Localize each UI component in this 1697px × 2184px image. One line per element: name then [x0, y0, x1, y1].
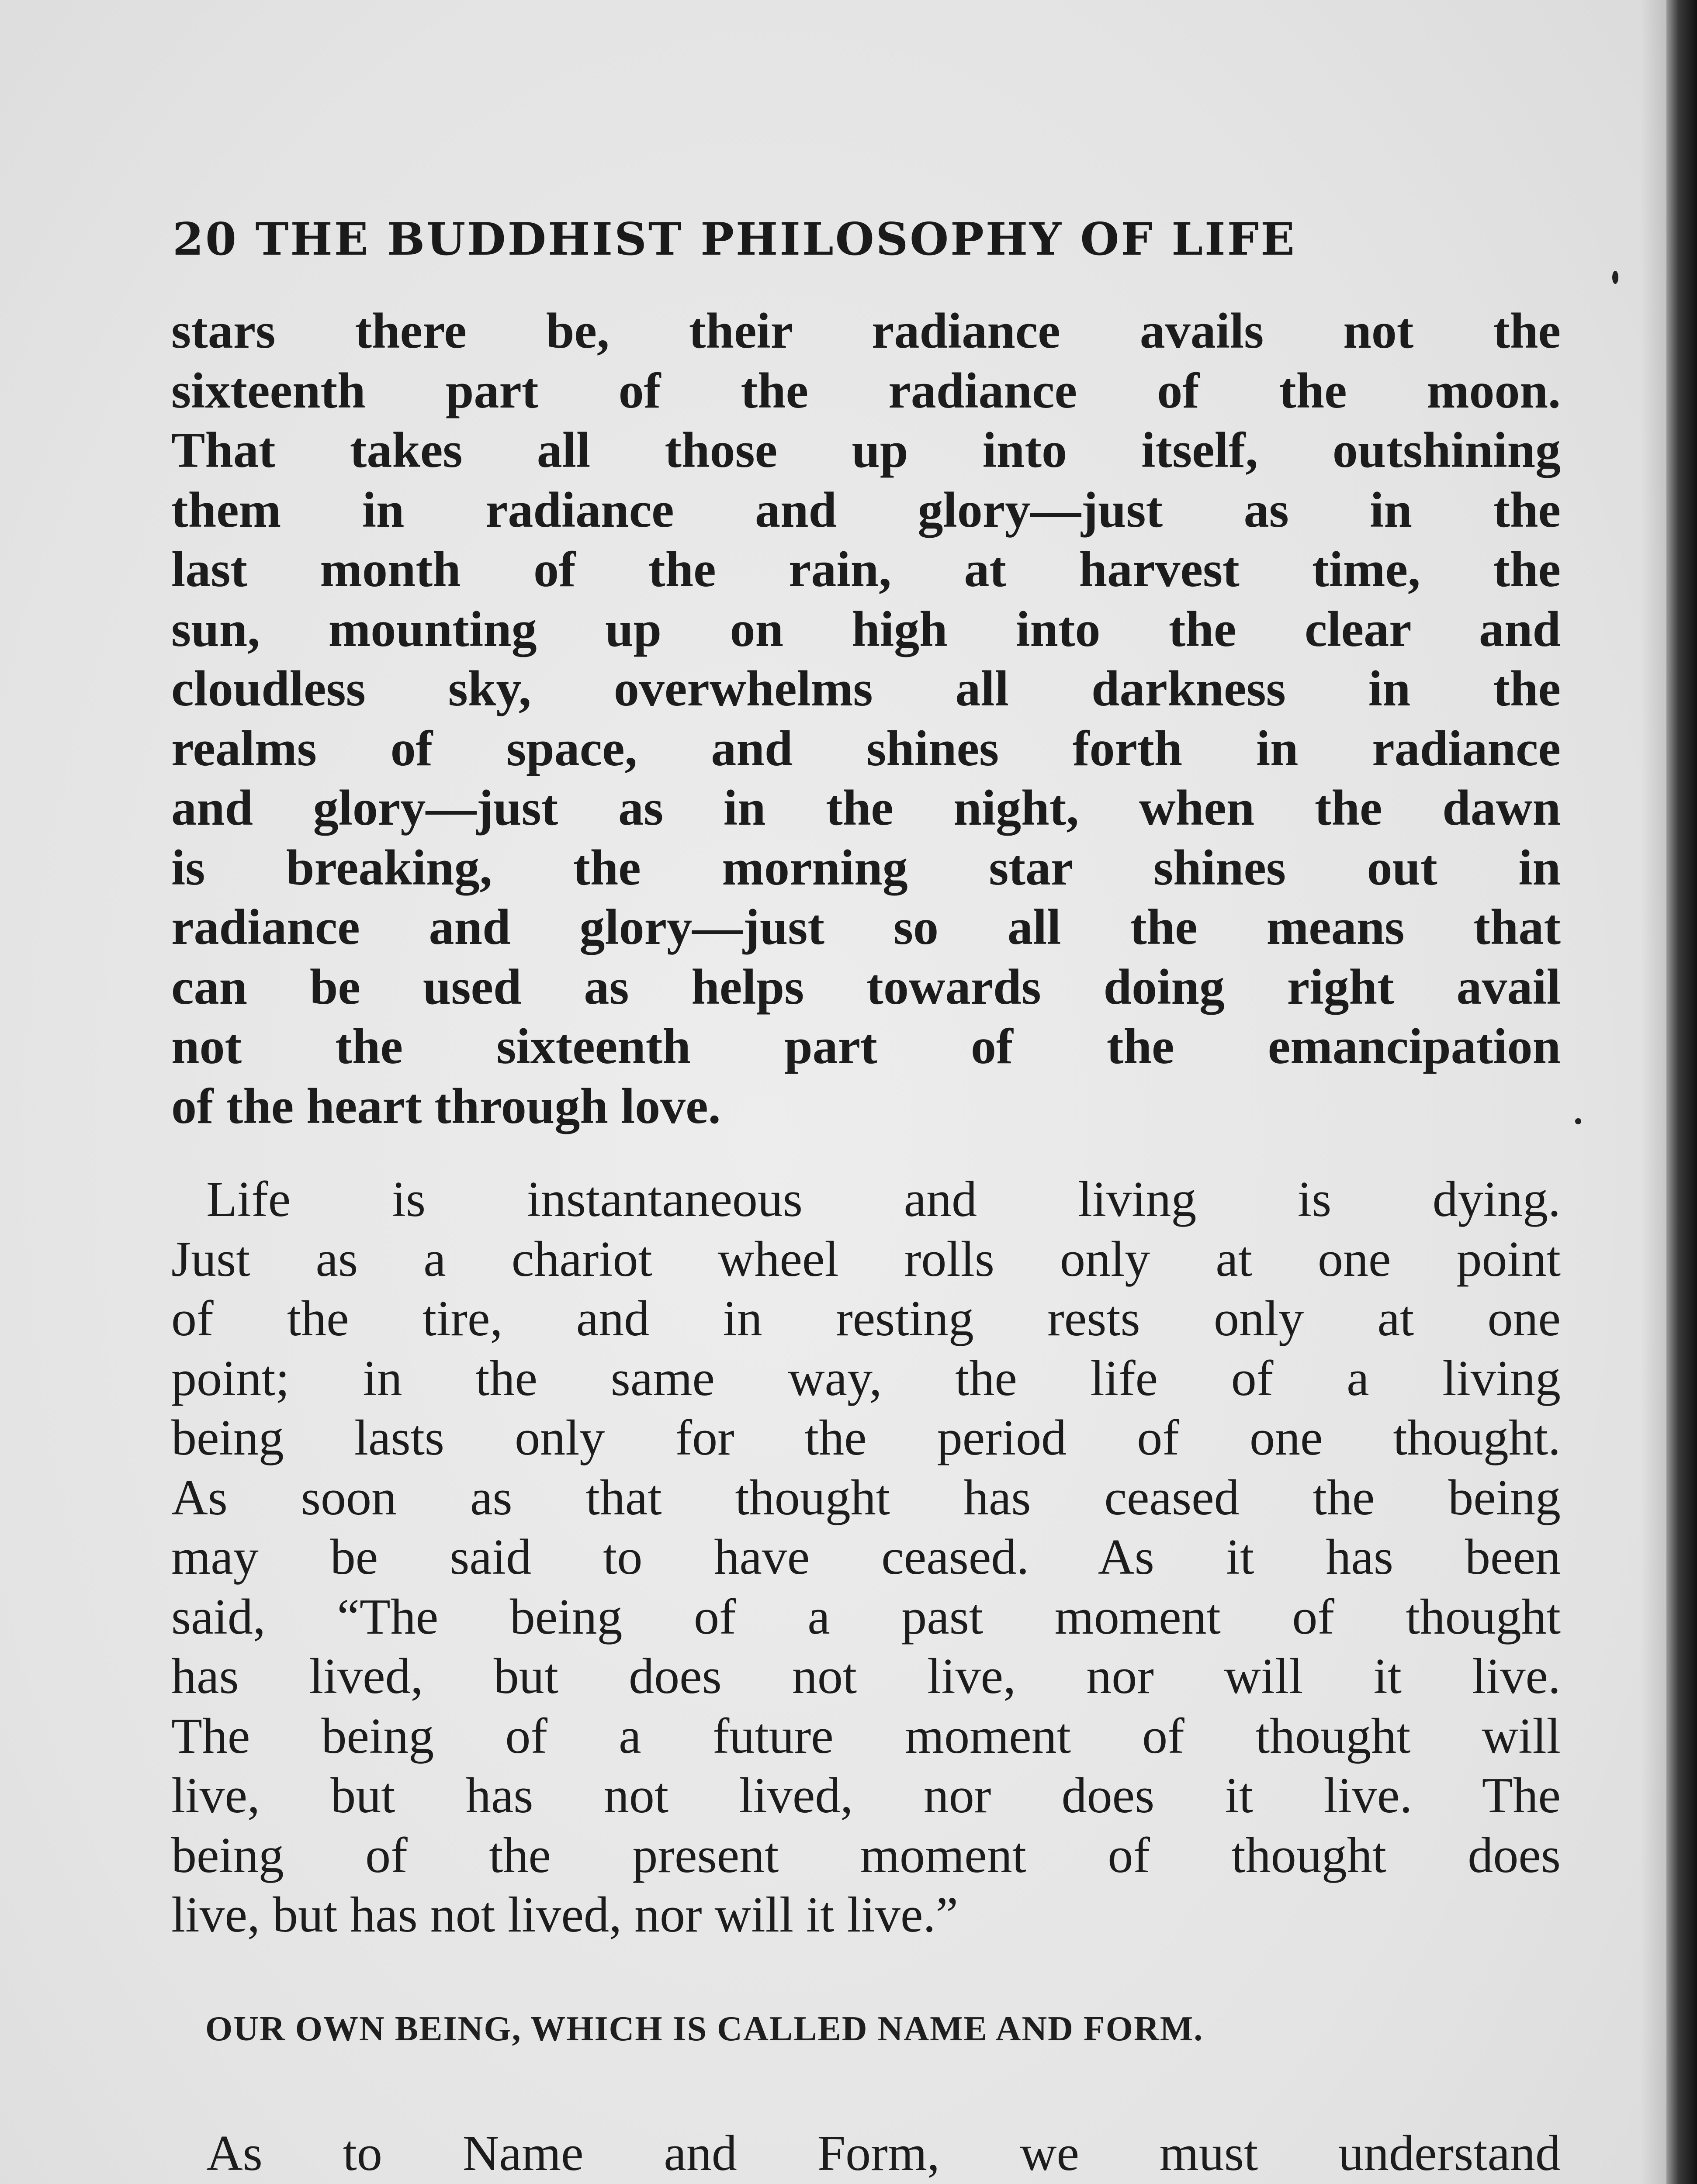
text-line: Life is instantaneous and living is dying. [206, 1171, 1561, 1227]
paragraph-3 [171, 2124, 1561, 2184]
dust-speck [1575, 1118, 1581, 1124]
text-line: As to Name and Form, we must understand [206, 2125, 1561, 2181]
text-line: The being of a future moment of thought will [171, 1708, 1561, 1764]
text-line: As soon as that thought has ceased the being [171, 1469, 1561, 1526]
text-line: Just as a chariot wheel rolls only at one point [171, 1231, 1561, 1287]
text-line: stars there be, their radiance avails not the [171, 303, 1561, 359]
text-line: sixteenth part of the radiance of the moon. [171, 363, 1561, 419]
running-head: 20 THE BUDDHIST PHILOSOPHY OF LIFE [173, 213, 1296, 266]
text-line: being of the present moment of thought does [171, 1827, 1561, 1883]
text-line: said, “The being of a past moment of thought [171, 1589, 1561, 1645]
text-line: can be used as helps towards doing right avail [171, 959, 1561, 1015]
text-line: not the sixteenth part of the emancipation [171, 1019, 1561, 1075]
text-line: realms of space, and shines forth in radiance [171, 720, 1561, 777]
text-line: live, but has not lived, nor will it live.” [171, 1887, 958, 1943]
text-line: radiance and glory—just so all the means that [171, 899, 1561, 955]
text-line: sun, mounting up on high into the clear and [171, 601, 1561, 657]
text-line: of the heart through love. [171, 1078, 721, 1134]
text-line: of the tire, and in resting rests only at one [171, 1291, 1561, 1347]
text-line: That takes all those up into itself, outshining [171, 422, 1561, 478]
book-spine [1666, 0, 1697, 2184]
spine-shadow [1640, 0, 1666, 2184]
text-line: has lived, but does not live, nor will it live. [171, 1648, 1561, 1704]
text-line: and glory—just as in the night, when the dawn [171, 780, 1561, 836]
text-line: being lasts only for the period of one thought. [171, 1410, 1561, 1466]
paragraph-2 [171, 1170, 1561, 1945]
text-line: point; in the same way, the life of a living [171, 1350, 1561, 1406]
text-line: them in radiance and glory—just as in the [171, 482, 1561, 538]
text-line: cloudless sky, overwhelms all darkness in the [171, 661, 1561, 717]
text-line: may be said to have ceased. As it has been [171, 1529, 1561, 1585]
dust-speck [1612, 271, 1618, 284]
text-line: live, but has not lived, nor does it live. The [171, 1768, 1561, 1824]
text-line: last month of the rain, at harvest time, the [171, 542, 1561, 598]
section-heading: OUR OWN BEING, WHICH IS CALLED NAME AND FORM. [205, 2010, 1204, 2048]
text-line: is breaking, the morning star shines out in [171, 840, 1561, 896]
paragraph-1 [171, 301, 1561, 1136]
